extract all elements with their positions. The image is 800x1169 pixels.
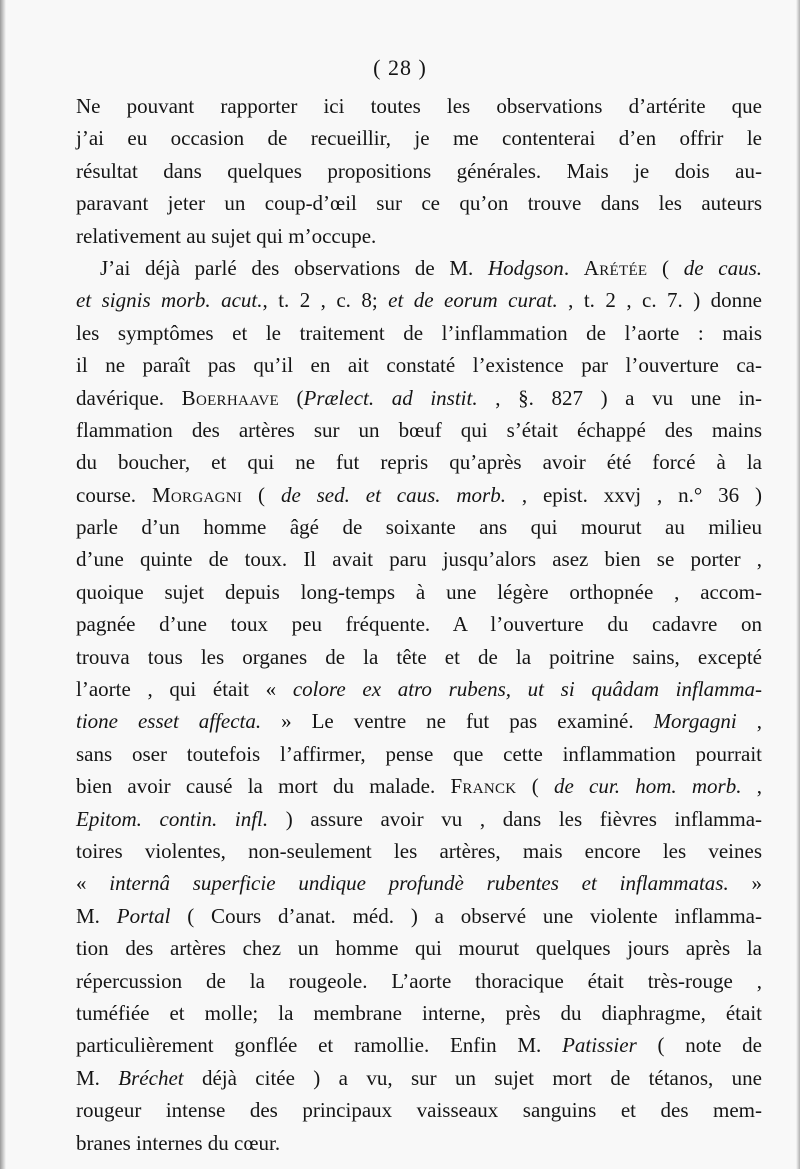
text-line bbox=[76, 187, 762, 219]
text-segment: parle d’un homme âgé de soixante ans qui mourut au milieu bbox=[76, 515, 762, 540]
text-line bbox=[76, 673, 762, 705]
italic-text: Bréchet bbox=[118, 1065, 184, 1090]
text-line bbox=[76, 803, 762, 835]
italic-text: de cur. hom. morb. bbox=[553, 774, 742, 799]
text-segment: toires violentes, non-seulement les artères, mais encore les veines bbox=[76, 838, 762, 863]
text-line bbox=[76, 867, 762, 899]
text-line bbox=[76, 705, 762, 737]
text-segment: , t. 2 , c. 8; bbox=[262, 288, 389, 313]
text-segment: » Le ventre ne fut pas examiné. bbox=[261, 709, 654, 734]
text-segment: ( note de bbox=[636, 1033, 762, 1058]
text-line bbox=[76, 1029, 762, 1061]
text-segment: bien avoir causé la mort du malade. bbox=[76, 774, 451, 799]
text-segment: tuméfiée et molle; la membrane interne, près du diaphragme, était bbox=[76, 1000, 762, 1025]
text-segment: ( Cours d’anat. méd. ) a observé une violente inflamma- bbox=[170, 903, 762, 928]
text-segment: , t. 2 , c. 7. ) donne bbox=[557, 288, 762, 313]
text-segment: d’une quinte de toux. Il avait paru jusqu’alors asez bien se porter , bbox=[76, 547, 762, 572]
text-line bbox=[76, 641, 762, 673]
text-segment: ) assure avoir vu , dans les fièvres inflamma- bbox=[268, 806, 763, 831]
italic-text: Morgagni bbox=[653, 709, 737, 734]
text-segment: J’ai déjà parlé des observations de M. bbox=[100, 255, 488, 280]
italic-text: Prælect. ad instit. bbox=[303, 385, 478, 410]
text-segment: les symptômes et le traitement de l’inflammation de l’aorte : mais bbox=[76, 320, 762, 345]
page-edge-shadow-right bbox=[796, 0, 800, 1169]
text-line bbox=[76, 1127, 762, 1159]
text-segment: , bbox=[736, 709, 762, 734]
text-segment: M. bbox=[76, 903, 117, 928]
author-name: Franck bbox=[450, 774, 517, 799]
text-line bbox=[76, 932, 762, 964]
text-segment: il ne paraît pas qu’il en ait constaté l’existence par l’ouverture ca- bbox=[76, 353, 762, 378]
text-line bbox=[76, 252, 762, 284]
author-name: Morgagni bbox=[151, 482, 243, 507]
text-segment: « bbox=[76, 871, 110, 896]
text-segment: l’aorte , qui était « bbox=[76, 677, 293, 702]
author-name: Arétée bbox=[583, 255, 648, 280]
text-segment: résultat dans quelques propositions générales. Mais je dois au- bbox=[76, 158, 762, 183]
text-line bbox=[76, 382, 762, 414]
text-line bbox=[76, 446, 762, 478]
text-segment: , epist. xxvj , n.° 36 ) bbox=[505, 482, 762, 507]
text-line bbox=[76, 997, 762, 1029]
text-line bbox=[76, 1094, 762, 1126]
text-segment: quoique sujet depuis long-temps à une légère orthopnée , accom- bbox=[76, 579, 762, 604]
italic-text: colore ex atro rubens, ut si quâdam inflamma- bbox=[292, 677, 762, 702]
text-line bbox=[76, 738, 762, 770]
text-line bbox=[76, 1062, 762, 1094]
text-line bbox=[76, 220, 762, 252]
italic-text: tione esset affecta. bbox=[76, 709, 262, 734]
body-text bbox=[76, 90, 762, 1159]
text-line bbox=[76, 317, 762, 349]
italic-text: et de eorum curat. bbox=[388, 288, 558, 313]
text-line bbox=[76, 770, 762, 802]
text-line bbox=[76, 511, 762, 543]
text-segment: particulièrement gonflée et ramollie. Enfin M. bbox=[76, 1033, 563, 1058]
text-segment: ( bbox=[278, 385, 304, 410]
text-segment: pagnée d’une toux peu fréquente. A l’ouverture du cadavre on bbox=[76, 612, 762, 637]
italic-text: et signis morb. acut. bbox=[76, 288, 263, 313]
text-segment: répercussion de la rougeole. L’aorte thoracique était très-rouge , bbox=[76, 968, 762, 993]
text-line bbox=[76, 479, 762, 511]
text-segment: branes internes du cœur. bbox=[76, 1130, 281, 1155]
text-line bbox=[76, 155, 762, 187]
page-number: ( 28 ) bbox=[373, 55, 427, 80]
text-segment: ( bbox=[242, 482, 281, 507]
text-segment: rougeur intense des principaux vaisseaux sanguins et des mem- bbox=[76, 1098, 762, 1123]
text-segment: paravant jeter un coup-d’œil sur ce qu’on trouve dans les auteurs bbox=[76, 191, 762, 216]
text-segment: course. bbox=[76, 482, 152, 507]
author-name: Boerhaave bbox=[181, 385, 279, 410]
text-segment: » bbox=[728, 871, 762, 896]
text-line bbox=[76, 965, 762, 997]
italic-text: Patissier bbox=[562, 1033, 637, 1058]
text-segment: trouva tous les organes de la tête et de la poitrine sains, excepté bbox=[76, 644, 762, 669]
text-line bbox=[76, 900, 762, 932]
text-segment: ( bbox=[647, 255, 684, 280]
italic-text: de caus. bbox=[683, 255, 763, 280]
text-line bbox=[76, 349, 762, 381]
text-segment: , bbox=[741, 774, 762, 799]
text-line bbox=[76, 835, 762, 867]
text-segment: davérique. bbox=[76, 385, 182, 410]
text-line bbox=[76, 284, 762, 316]
text-segment: du boucher, et qui ne fut repris qu’après avoir été forcé à la bbox=[76, 450, 762, 475]
text-segment: relativement au sujet qui m’occupe. bbox=[76, 223, 377, 248]
text-segment: , §. 827 ) a vu une in- bbox=[477, 385, 762, 410]
italic-text: Hodgson bbox=[487, 255, 564, 280]
text-segment: j’ai eu occasion de recueillir, je me contenterai d’en offrir le bbox=[76, 126, 762, 151]
text-segment: flammation des artères sur un bœuf qui s’était échappé des mains bbox=[76, 417, 762, 442]
text-line bbox=[76, 122, 762, 154]
page-edge-shadow bbox=[0, 0, 6, 1169]
text-line bbox=[76, 90, 762, 122]
text-segment: ( bbox=[516, 774, 554, 799]
text-line bbox=[76, 576, 762, 608]
text-segment: déjà citée ) a vu, sur un sujet mort de tétanos, une bbox=[183, 1065, 762, 1090]
text-segment: tion des artères chez un homme qui mourut quelques jours après la bbox=[76, 936, 762, 961]
text-line bbox=[76, 414, 762, 446]
text-segment: Ne pouvant rapporter ici toutes les observations d’artérite que bbox=[76, 94, 762, 118]
text-segment: . bbox=[563, 255, 584, 280]
italic-text: de sed. et caus. morb. bbox=[280, 482, 506, 507]
italic-text: Portal bbox=[116, 903, 171, 928]
text-line bbox=[76, 608, 762, 640]
text-segment: M. bbox=[76, 1065, 119, 1090]
text-segment: sans oser toutefois l’affirmer, pense que cette inflammation pourrait bbox=[76, 741, 762, 766]
text-line bbox=[76, 543, 762, 575]
italic-text: Epitom. contin. infl. bbox=[76, 806, 269, 831]
italic-text: internâ superficie undique profundè rubentes et inflammatas. bbox=[109, 871, 729, 896]
